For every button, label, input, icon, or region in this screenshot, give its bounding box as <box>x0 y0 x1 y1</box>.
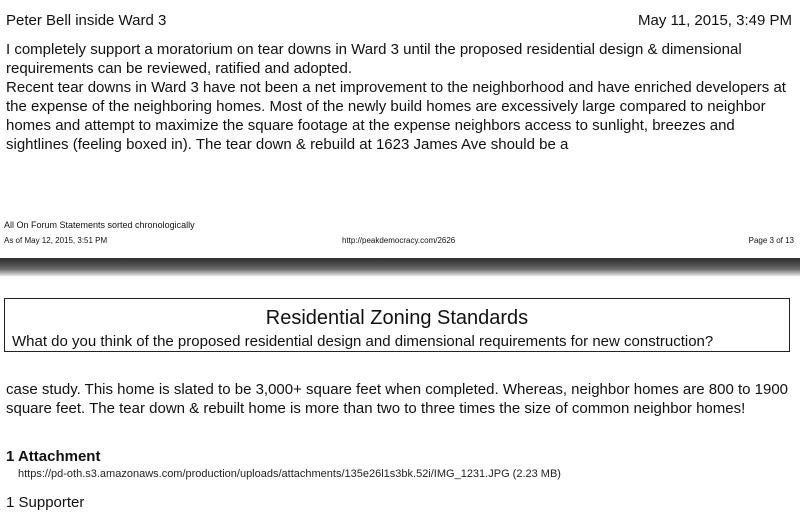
post-paragraph-1: I completely support a moratorium on tear downs in Ward 3 until the proposed residential design & dimensional requirements can be reviewed, ratified and adopted. <box>6 41 742 77</box>
post-body <box>6 40 798 154</box>
attachment-heading: 1 Attachment <box>6 448 101 465</box>
page-divider <box>0 258 800 276</box>
post-paragraph-2: Recent tear downs in Ward 3 have not been a net improvement to the neighborhood and have enriched developers at the expense of the neighboring homes. Most of the newly build homes are excessively large compared to neighbor homes and attempt to maximize the square footage at the expense neighbors access to sunlight, breezes and sightlines (feeling boxed in). The tear down & rebuild at 1623 James Ave should be a <box>6 79 786 153</box>
footer-page-number: Page 3 of 13 <box>748 236 794 245</box>
topic-header-box <box>4 298 790 352</box>
footer-title: All On Forum Statements sorted chronologically <box>4 220 195 230</box>
post-continuation: case study. This home is slated to be 3,000+ square feet when completed. Whereas, neighbor homes are 800 to 1900 square feet. The tear down & rebuilt home is more than two to three times the size of common neighbor homes! <box>6 381 789 417</box>
post-author: Peter Bell inside Ward 3 <box>6 12 167 29</box>
attachment-link[interactable]: https://pd-oth.s3.amazonaws.com/production/uploads/attachments/135e26l1s3bk.52i/IMG_1231.JPG (2.23 MB) <box>18 468 561 480</box>
topic-question: What do you think of the proposed residential design and dimensional requirements for new construction? <box>12 333 714 350</box>
footer-url[interactable]: http://peakdemocracy.com/2626 <box>342 236 456 245</box>
footer-as-of: As of May 12, 2015, 3:51 PM <box>4 236 108 245</box>
post-date: May 11, 2015, 3:49 PM <box>638 12 792 29</box>
topic-title: Residential Zoning Standards <box>265 307 529 329</box>
supporter-count: 1 Supporter <box>6 494 85 511</box>
